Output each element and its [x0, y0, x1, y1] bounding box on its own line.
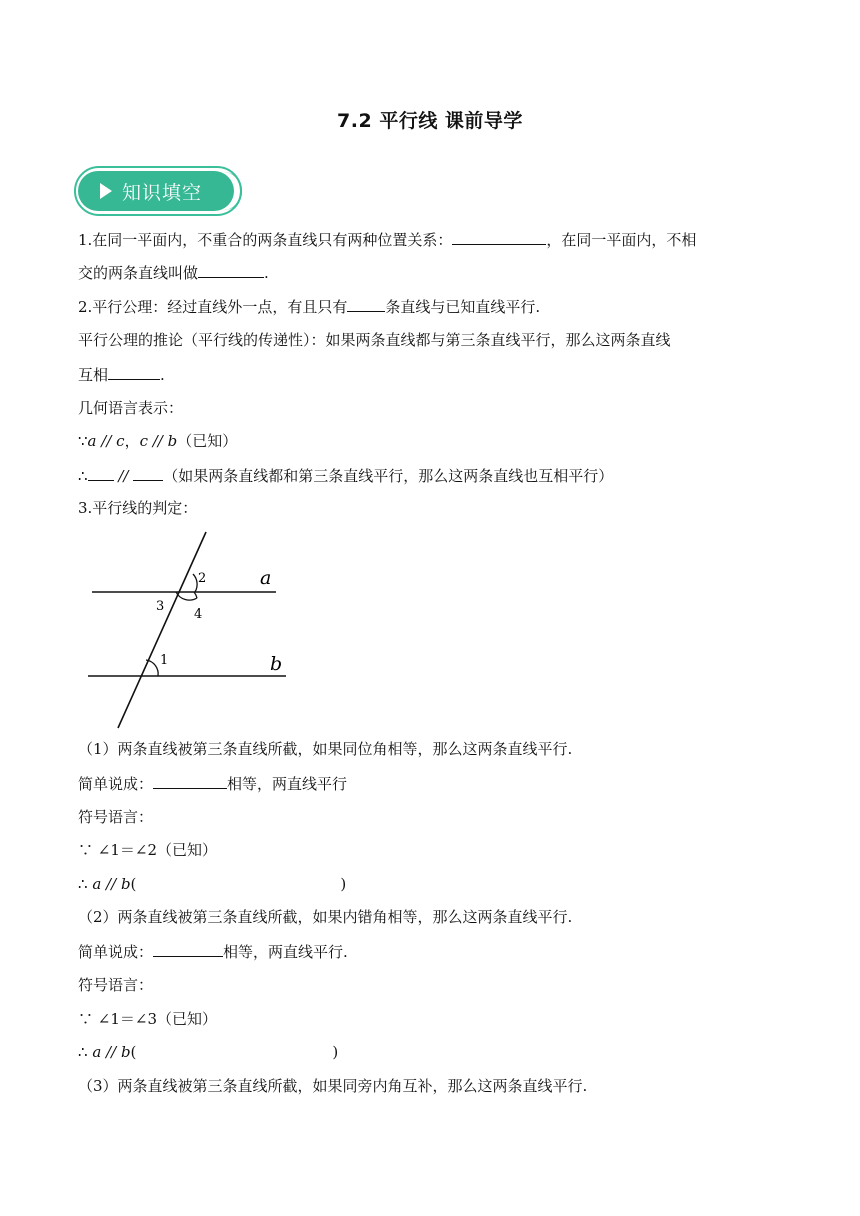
corollary-line-1: 平行公理的推论（平行线的传递性）：如果两条直线都与第三条直线平行，那么这两条直线: [78, 331, 671, 349]
var-a: a: [92, 875, 102, 893]
therefore-statement: [78, 465, 613, 486]
var-a: a: [87, 432, 97, 450]
geometry-language-label: 几何语言表示：: [78, 399, 184, 417]
comma: ，: [124, 432, 140, 450]
case-1-therefore: [78, 874, 346, 894]
transversal-line: [118, 532, 206, 728]
case-2-because: ∵ ∠1＝∠3（已知）: [78, 1010, 217, 1028]
parallel-symbol: //: [113, 467, 134, 485]
parallel-lines-figure: [80, 528, 300, 733]
case-3-statement: （3）两条直线被第三条直线所截，如果同旁内角互补，那么这两条直线平行.: [78, 1077, 588, 1095]
case-2-therefore: [78, 1042, 338, 1062]
play-icon: [100, 183, 112, 199]
case-2-symbol-label: 符号语言：: [78, 976, 154, 994]
answer-blank[interactable]: [198, 262, 264, 278]
case-2-simple: [78, 941, 348, 962]
q1-text-c: 交的两条直线叫做: [78, 264, 199, 282]
q2-text-a: 2.平行公理：经过直线外一点，有且只有: [78, 298, 348, 316]
q2-text-b: 条直线与已知直线平行.: [385, 298, 541, 316]
answer-blank[interactable]: [347, 296, 385, 312]
answer-blank[interactable]: [452, 229, 546, 245]
badge-pill: [78, 171, 234, 211]
badge-label: 知识填空: [122, 181, 203, 204]
q1-text-a: 1.在同一平面内，不重合的两条直线只有两种位置关系：: [78, 231, 453, 249]
line-b-label: b: [270, 653, 283, 675]
q1-text-b: ，在同一平面内，不相: [546, 231, 697, 249]
line-a-label: a: [260, 567, 272, 589]
paren-open: (: [130, 875, 137, 893]
var-a: a: [92, 1043, 102, 1061]
var-b: b: [120, 1043, 131, 1061]
answer-blank[interactable]: [133, 465, 163, 481]
therefore-symbol: ∴: [78, 875, 88, 893]
answer-blank[interactable]: [88, 465, 114, 481]
angle-2-label: 2: [198, 571, 207, 586]
therefore-symbol: ∴: [78, 1043, 88, 1061]
simple-text: 相等，两直线平行: [227, 775, 348, 793]
because-symbol: ∵: [78, 432, 88, 450]
corollary-text: 互相: [78, 366, 109, 384]
case-2-statement: （2）两条直线被第三条直线所截，如果内错角相等，那么这两条直线平行.: [78, 908, 573, 926]
paren-open: (: [130, 1043, 137, 1061]
var-c: c: [139, 432, 148, 450]
question-3: 3.平行线的判定：: [78, 499, 198, 517]
paren-close: ): [332, 1043, 339, 1061]
section-badge: [74, 166, 246, 222]
paren-close: ): [340, 875, 347, 893]
angle-1-label: 1: [160, 653, 169, 668]
simple-text: 相等，两直线平行.: [223, 943, 348, 961]
case-1-simple: [78, 773, 347, 794]
page-title: 7.2 平行线 课前导学: [337, 110, 523, 132]
q1-text-d: .: [264, 264, 269, 282]
parallel-symbol: //: [147, 432, 168, 450]
parallel-symbol: //: [101, 875, 121, 893]
known-note: （已知）: [177, 432, 238, 450]
simple-label: 简单说成：: [78, 775, 154, 793]
angle-3-label: 3: [156, 599, 165, 614]
angle-4-label: 4: [194, 607, 203, 622]
case-1-statement: （1）两条直线被第三条直线所截，如果同位角相等，那么这两条直线平行.: [78, 740, 573, 758]
angle-2-arc: [193, 574, 197, 592]
corollary-line-2: [78, 364, 165, 385]
answer-blank[interactable]: [153, 773, 227, 789]
simple-label: 简单说成：: [78, 943, 154, 961]
var-b: b: [167, 432, 178, 450]
case-1-symbol-label: 符号语言：: [78, 808, 154, 826]
therefore-symbol: ∴: [78, 467, 88, 485]
parallel-symbol: //: [101, 1043, 121, 1061]
question-2: [78, 296, 540, 317]
parallel-symbol: //: [96, 432, 117, 450]
reason-note: （如果两条直线都和第三条直线平行，那么这两条直线也互相平行）: [163, 467, 614, 485]
answer-blank[interactable]: [108, 364, 160, 380]
question-1-line-1: [78, 229, 696, 250]
angle-4-arc: [194, 592, 197, 598]
var-b: b: [120, 875, 131, 893]
corollary-period: .: [160, 366, 165, 384]
case-1-because: ∵ ∠1＝∠2（已知）: [78, 841, 217, 859]
because-statement: [78, 431, 237, 451]
var-c: c: [116, 432, 125, 450]
question-1-line-2: [78, 262, 269, 283]
answer-blank[interactable]: [153, 941, 223, 957]
